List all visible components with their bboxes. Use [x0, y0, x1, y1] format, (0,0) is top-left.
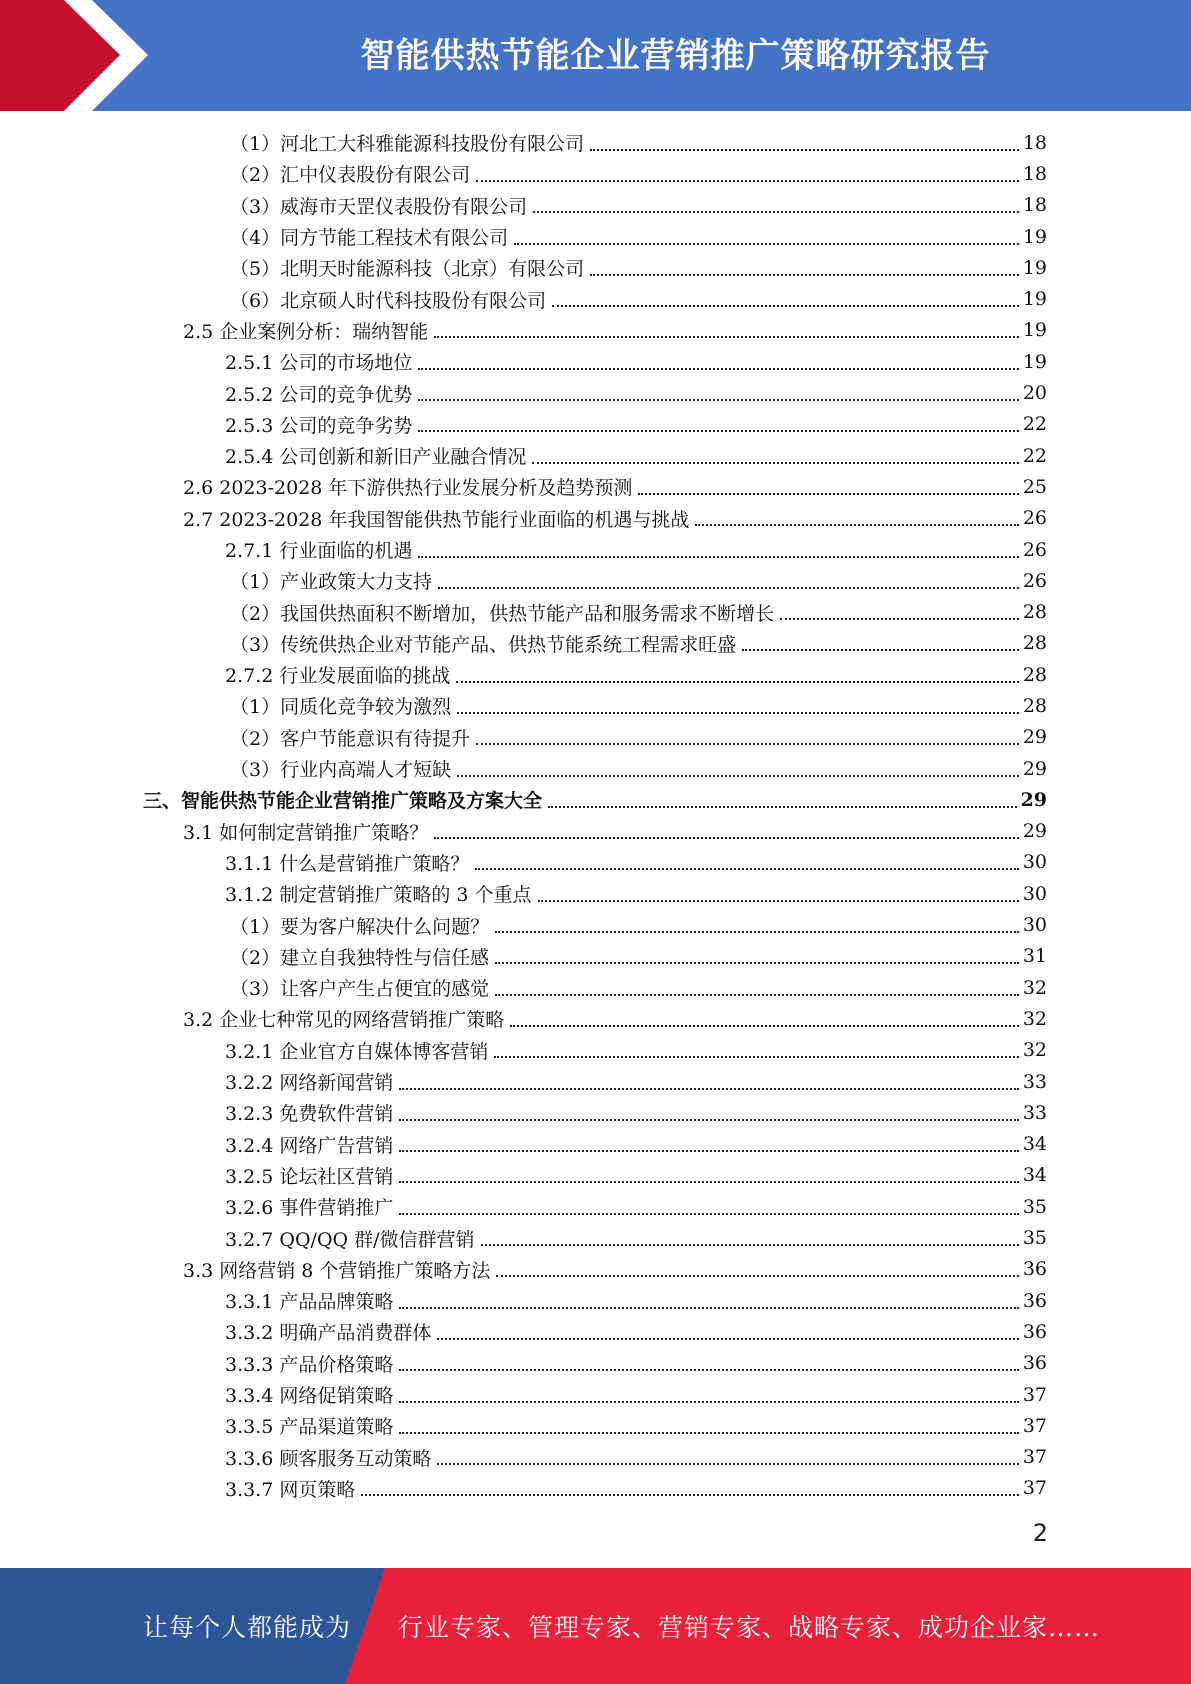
toc-entry[interactable] [0, 596, 1191, 627]
toc-leader-dots [437, 1463, 1018, 1465]
toc-entry[interactable] [0, 1379, 1191, 1410]
toc-leader-dots [514, 243, 1019, 245]
toc-leader-dots [532, 462, 1018, 464]
toc-entry-page: 35 [1022, 1195, 1047, 1218]
toc-entry[interactable] [0, 753, 1191, 784]
toc-leader-dots [695, 524, 1018, 526]
toc-entry[interactable] [0, 628, 1191, 659]
toc-leader-dots [495, 994, 1019, 996]
toc-entry-label: （2）汇中仪表股份有限公司 [230, 160, 474, 187]
toc-entry[interactable] [0, 1441, 1191, 1472]
toc-entry-label: 3.3.1 产品品牌策略 [225, 1287, 397, 1314]
toc-entry[interactable] [0, 972, 1191, 1003]
toc-entry-page: 26 [1022, 569, 1047, 592]
toc-leader-dots [496, 1275, 1018, 1277]
toc-entry[interactable] [0, 784, 1191, 815]
toc-entry[interactable] [0, 1003, 1191, 1034]
toc-entry[interactable] [0, 565, 1191, 596]
toc-leader-dots [552, 305, 1019, 307]
toc-entry-page: 30 [1022, 851, 1047, 874]
page-footer [0, 1568, 1191, 1684]
toc-leader-dots [780, 618, 1019, 620]
toc-entry-label: （3）让客户产生占便宜的感觉 [230, 974, 493, 1001]
toc-entry[interactable] [0, 722, 1191, 753]
toc-leader-dots [399, 1401, 1018, 1403]
toc-leader-dots [742, 649, 1019, 651]
toc-leader-dots [438, 587, 1019, 589]
toc-entry-page: 34 [1022, 1133, 1047, 1156]
toc-entry[interactable] [0, 1129, 1191, 1160]
toc-entry-page: 31 [1022, 945, 1047, 968]
toc-entry[interactable] [0, 1222, 1191, 1253]
toc-entry[interactable] [0, 847, 1191, 878]
toc-entry-label: 3.1.1 什么是营销推广策略？ [225, 849, 473, 876]
toc-entry[interactable] [0, 1316, 1191, 1347]
toc-entry-label: （2）建立自我独特性与信任感 [230, 943, 493, 970]
toc-entry[interactable] [0, 816, 1191, 847]
toc-leader-dots [437, 1338, 1018, 1340]
toc-leader-dots [510, 1025, 1019, 1027]
toc-entry-page: 18 [1022, 162, 1047, 185]
toc-leader-dots [399, 1150, 1018, 1152]
toc-entry[interactable] [0, 283, 1191, 314]
toc-entry[interactable] [0, 377, 1191, 408]
toc-leader-dots [434, 336, 1019, 338]
toc-leader-dots [533, 211, 1019, 213]
toc-entry[interactable] [0, 534, 1191, 565]
toc-entry[interactable] [0, 1285, 1191, 1316]
toc-leader-dots [418, 556, 1018, 558]
toc-entry[interactable] [0, 409, 1191, 440]
toc-entry[interactable] [0, 252, 1191, 283]
toc-entry-label: 2.6 2023-2028 年下游供热行业发展分析及趋势预测 [183, 473, 636, 500]
toc-entry-label: 3.2.6 事件营销推广 [225, 1193, 397, 1220]
toc-entry-label: 2.5.4 公司创新和新旧产业融合情况 [225, 442, 530, 469]
toc-leader-dots [361, 1494, 1018, 1496]
toc-entry[interactable] [0, 1097, 1191, 1128]
toc-entry-label: 2.7 2023-2028 年我国智能供热节能行业面临的机遇与挑战 [183, 505, 693, 532]
toc-entry-label: （1）同质化竞争较为激烈 [230, 692, 455, 719]
toc-leader-dots [590, 274, 1019, 276]
toc-leader-dots [476, 180, 1019, 182]
toc-entry-page: 22 [1022, 444, 1047, 467]
toc-entry-page: 19 [1022, 256, 1047, 279]
toc-entry-label: 2.5 企业案例分析：瑞纳智能 [183, 317, 432, 344]
toc-leader-dots [538, 900, 1019, 902]
toc-leader-dots [418, 399, 1018, 401]
toc-entry-label: 3.3.6 顾客服务互动策略 [225, 1444, 435, 1471]
footer-slogan-left: 让每个人都能成为 [143, 1613, 352, 1642]
toc-leader-dots [548, 806, 1017, 808]
toc-entry-page: 18 [1022, 131, 1047, 154]
toc-entry-page: 25 [1022, 475, 1047, 498]
toc-entry-page: 29 [1020, 788, 1047, 811]
toc-entry-label: 3.3.4 网络促销策略 [225, 1381, 397, 1408]
toc-leader-dots [399, 1119, 1018, 1121]
toc-entry-page: 19 [1022, 319, 1047, 342]
toc-entry-label: （5）北明天时能源科技（北京）有限公司 [230, 254, 588, 281]
toc-leader-dots [434, 837, 1019, 839]
toc-entry[interactable] [0, 315, 1191, 346]
toc-entry-label: （3）威海市天罡仪表股份有限公司 [230, 192, 531, 219]
toc-entry-page: 19 [1022, 225, 1047, 248]
toc-entry-page: 36 [1022, 1352, 1047, 1375]
toc-leader-dots [399, 1181, 1018, 1183]
toc-entry-label: （1）产业政策大力支持 [230, 567, 436, 594]
toc-entry-label: 3.2.7 QQ/QQ 群/微信群营销 [225, 1225, 479, 1252]
toc-entry-page: 34 [1022, 1164, 1047, 1187]
toc-leader-dots [399, 1307, 1018, 1309]
toc-entry-label: 2.7.1 行业面临的机遇 [225, 536, 416, 563]
toc-entry[interactable] [0, 659, 1191, 690]
table-of-contents [0, 127, 1191, 1504]
toc-entry-label: 3.3.5 产品渠道策略 [225, 1412, 397, 1439]
toc-leader-dots [638, 493, 1018, 495]
toc-entry-label: （2）我国供热面积不断增加，供热节能产品和服务需求不断增长 [230, 599, 778, 626]
toc-entry-label: 3.3 网络营销 8 个营销推广策略方法 [183, 1256, 494, 1283]
toc-entry[interactable] [0, 1191, 1191, 1222]
toc-entry[interactable] [0, 909, 1191, 940]
toc-entry-page: 37 [1022, 1414, 1047, 1437]
toc-entry-label: 3.2.3 免费软件营销 [225, 1099, 397, 1126]
toc-entry-page: 29 [1022, 820, 1047, 843]
toc-entry-page: 33 [1022, 1070, 1047, 1093]
toc-entry-page: 35 [1022, 1227, 1047, 1250]
toc-entry[interactable] [0, 1254, 1191, 1285]
toc-entry[interactable] [0, 158, 1191, 189]
toc-leader-dots [399, 1432, 1018, 1434]
toc-entry-page: 33 [1022, 1101, 1047, 1124]
toc-entry-label: 3.2.4 网络广告营销 [225, 1131, 397, 1158]
toc-entry[interactable] [0, 1348, 1191, 1379]
toc-entry-label: （6）北京硕人时代科技股份有限公司 [230, 286, 550, 313]
toc-entry-page: 32 [1022, 1039, 1047, 1062]
toc-leader-dots [399, 1088, 1018, 1090]
toc-entry[interactable] [0, 1160, 1191, 1191]
toc-leader-dots [476, 743, 1019, 745]
toc-leader-dots [494, 1056, 1018, 1058]
toc-entry-label: 2.7.2 行业发展面临的挑战 [225, 661, 454, 688]
toc-entry-page: 37 [1022, 1383, 1047, 1406]
toc-leader-dots [495, 962, 1019, 964]
toc-entry[interactable] [0, 878, 1191, 909]
toc-entry[interactable] [0, 440, 1191, 471]
toc-entry-page: 20 [1022, 382, 1047, 405]
toc-entry-label: 3.2.5 论坛社区营销 [225, 1162, 397, 1189]
toc-entry[interactable] [0, 941, 1191, 972]
toc-entry[interactable] [0, 221, 1191, 252]
toc-leader-dots [590, 149, 1019, 151]
toc-entry-page: 30 [1022, 914, 1047, 937]
toc-entry[interactable] [0, 471, 1191, 502]
toc-entry-label: 3.3.2 明确产品消费群体 [225, 1318, 435, 1345]
toc-entry-label: （3）行业内高端人才短缺 [230, 755, 455, 782]
toc-entry[interactable] [0, 503, 1191, 534]
toc-entry-page: 26 [1022, 507, 1047, 530]
toc-entry-page: 28 [1022, 663, 1047, 686]
toc-entry-page: 37 [1022, 1477, 1047, 1500]
toc-entry[interactable] [0, 1066, 1191, 1097]
report-title: 智能供热节能企业营销推广策略研究报告 [360, 36, 991, 76]
toc-entry-page: 19 [1022, 288, 1047, 311]
toc-entry-label: 三、智能供热节能企业营销推广策略及方案大全 [143, 786, 546, 813]
toc-entry-label: 2.5.2 公司的竞争优势 [225, 380, 416, 407]
toc-entry-page: 22 [1022, 413, 1047, 436]
toc-entry-label: 3.2 企业七种常见的网络营销推广策略 [183, 1005, 508, 1032]
toc-entry-page: 36 [1022, 1320, 1047, 1343]
toc-leader-dots [495, 931, 1019, 933]
toc-entry-label: （2）客户节能意识有待提升 [230, 724, 474, 751]
toc-leader-dots [475, 868, 1018, 870]
footer-slogan-right: 行业专家、管理专家、营销专家、战略专家、成功企业家…… [398, 1613, 1101, 1642]
toc-entry-page: 36 [1022, 1258, 1047, 1281]
toc-entry-label: 3.1 如何制定营销推广策略？ [183, 818, 432, 845]
toc-leader-dots [399, 1369, 1018, 1371]
toc-leader-dots [481, 1244, 1019, 1246]
toc-entry-label: 3.2.2 网络新闻营销 [225, 1068, 397, 1095]
toc-entry[interactable] [0, 346, 1191, 377]
toc-entry-page: 19 [1022, 350, 1047, 373]
toc-entry-label: 3.1.2 制定营销推广策略的 3 个重点 [225, 880, 536, 907]
toc-leader-dots [399, 1213, 1018, 1215]
toc-leader-dots [418, 368, 1018, 370]
toc-entry-page: 36 [1022, 1289, 1047, 1312]
toc-entry-page: 37 [1022, 1446, 1047, 1469]
toc-leader-dots [418, 430, 1018, 432]
toc-entry-page: 32 [1022, 976, 1047, 999]
toc-entry-label: 3.3.3 产品价格策略 [225, 1350, 397, 1377]
toc-entry-page: 28 [1022, 632, 1047, 655]
toc-entry-label: 2.5.3 公司的竞争劣势 [225, 411, 416, 438]
toc-leader-dots [457, 775, 1019, 777]
toc-entry-page: 28 [1022, 694, 1047, 717]
toc-entry-page: 28 [1022, 601, 1047, 624]
page-number: 2 [1032, 1519, 1048, 1547]
toc-entry-page: 29 [1022, 757, 1047, 780]
toc-entry[interactable] [0, 190, 1191, 221]
toc-entry-page: 18 [1022, 194, 1047, 217]
toc-entry-label: （3）传统供热企业对节能产品、供热节能系统工程需求旺盛 [230, 630, 740, 657]
toc-entry-page: 29 [1022, 726, 1047, 749]
toc-leader-dots [457, 712, 1019, 714]
toc-entry-label: 3.2.1 企业官方自媒体博客营销 [225, 1037, 492, 1064]
page-header [0, 0, 1191, 111]
toc-entry-label: （1）要为客户解决什么问题？ [230, 912, 493, 939]
toc-leader-dots [456, 681, 1018, 683]
toc-entry-page: 32 [1022, 1007, 1047, 1030]
toc-entry[interactable] [0, 1035, 1191, 1066]
toc-entry[interactable] [0, 1473, 1191, 1504]
toc-entry-label: 2.5.1 公司的市场地位 [225, 348, 416, 375]
toc-entry[interactable] [0, 690, 1191, 721]
toc-entry-page: 26 [1022, 538, 1047, 561]
toc-entry-label: （1）河北工大科雅能源科技股份有限公司 [230, 129, 588, 156]
toc-entry-label: （4）同方节能工程技术有限公司 [230, 223, 512, 250]
toc-entry[interactable] [0, 1410, 1191, 1441]
toc-entry[interactable] [0, 127, 1191, 158]
toc-entry-label: 3.3.7 网页策略 [225, 1475, 359, 1502]
toc-entry-page: 30 [1022, 882, 1047, 905]
